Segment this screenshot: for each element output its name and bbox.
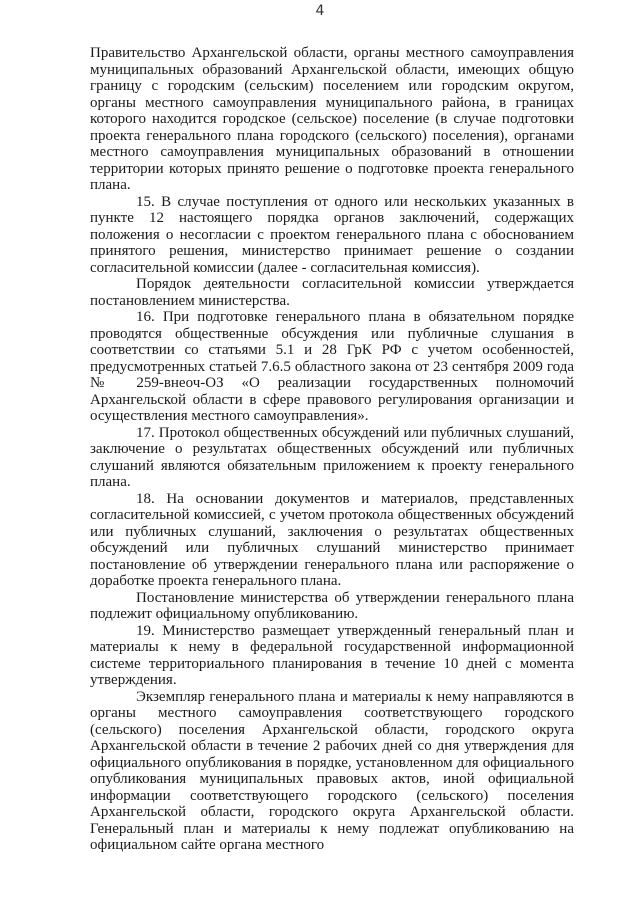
paragraph-commission-procedure: Порядок деятельности согласительной комиссии утверждается постановлением министерства. [90,276,574,309]
paragraph-item-15: 15. В случае поступления от одного или нескольких указанных в пункте 12 настоящего порядка органов заключений, содержащих положения о несогласии с проектом генерального плана с обоснованием принятого решения, министерство принимает решение о создании согласительной комиссии (далее - согласительная комиссия). [90,193,574,276]
paragraph-item-16: 16. При подготовке генерального плана в обязательном порядке проводятся общественные обсуждения или публичные слушания в соответствии со статьями 5.1 и 28 ГрК РФ с учетом особенностей, предусмотренных статьей 7.6.5 областного закона от 23 сентября 2009 года № 259-внеоч-ОЗ «О реализации государственных полномочий Архангельской области в сфере правового регулирования организации и осуществления местного самоуправления». [90,309,574,424]
paragraph-item-19: 19. Министерство размещает утвержденный генеральный план и материалы к нему в федеральной государственной информационной системе территориального планирования в течение 10 дней с момента утверждения. [90,622,574,688]
page-number: 4 [315,3,325,19]
document-body [90,45,574,854]
paragraph-copy-distribution: Экземпляр генерального плана и материалы к нему направляются в органы местного самоуправления соответствующего городского (сельского) поселения Архангельской области, городского округа Архангельской области в течение 2 рабочих дней со дня утверждения для официального опубликования в порядке, установленном для официального опубликования муниципальных правовых актов, иной официальной информации соответствующего городского (сельского) поселения Архангельской области, городского округа Архангельской области. Генеральный план и материалы к нему подлежат опубликованию на официальном сайте органа местного [90,688,574,853]
paragraph-continuation: Правительство Архангельской области, органы местного самоуправления муниципальных образований Архангельской области, имеющих общую границу с городским (сельским) поселением или городским округом, органы местного самоуправления муниципального района, в границах которого находится городское (сельское) поселение (в случае подготовки проекта генерального плана городского (сельского) поселения), органами местного самоуправления муниципальных образований в отношении территории которых принято решение о подготовке проекта генерального плана. [90,45,574,193]
paragraph-item-18: 18. На основании документов и материалов, представленных согласительной комиссией, с учетом протокола общественных обсуждений или публичных слушаний, заключения о результатах общественных обсуждений или публичных слушаний министерство принимает постановление об утверждении генерального плана или распоряжение о доработке проекта генерального плана. [90,490,574,589]
paragraph-item-17: 17. Протокол общественных обсуждений или публичных слушаний, заключение о результатах общественных обсуждений или публичных слушаний являются обязательным приложением к проекту генерального плана. [90,424,574,490]
paragraph-publication: Постановление министерства об утверждении генерального плана подлежит официальному опубликованию. [90,589,574,622]
